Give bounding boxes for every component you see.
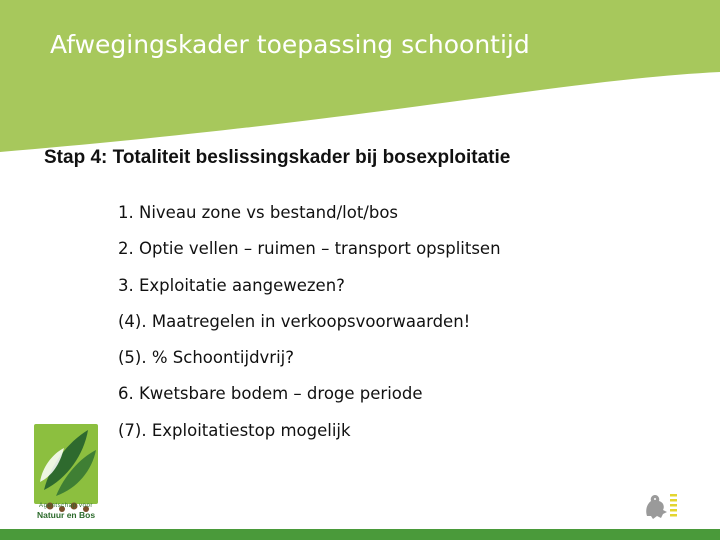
logo-text bbox=[30, 503, 102, 520]
list-item: 2. Optie vellen – ruimen – transport opsplitsen bbox=[118, 239, 501, 259]
list-item: 6. Kwetsbare bodem – droge periode bbox=[118, 384, 423, 404]
list-item: (4). Maatregelen in verkoopsvoorwaarden! bbox=[118, 311, 471, 331]
header-background bbox=[0, 0, 720, 160]
list-item: (7). Exploitatiestop mogelijk bbox=[118, 420, 351, 440]
slide-title: Afwegingskader toepassing schoontijd bbox=[50, 30, 530, 59]
logo-line2: Natuur en Bos bbox=[36, 510, 96, 520]
step-list bbox=[118, 200, 501, 454]
flemish-lion-icon bbox=[641, 490, 679, 522]
footer-bar bbox=[0, 529, 720, 540]
list-item: 3. Exploitatie aangewezen? bbox=[118, 275, 345, 295]
list-item: 1. Niveau zone vs bestand/lot/bos bbox=[118, 203, 399, 222]
slide-subtitle: Stap 4: Totaliteit beslissingskader bij bosexploitatie bbox=[44, 147, 511, 168]
logo-line1: Agentschap voor bbox=[38, 503, 94, 509]
list-item: (5). % Schoontijdvrij? bbox=[118, 348, 295, 368]
